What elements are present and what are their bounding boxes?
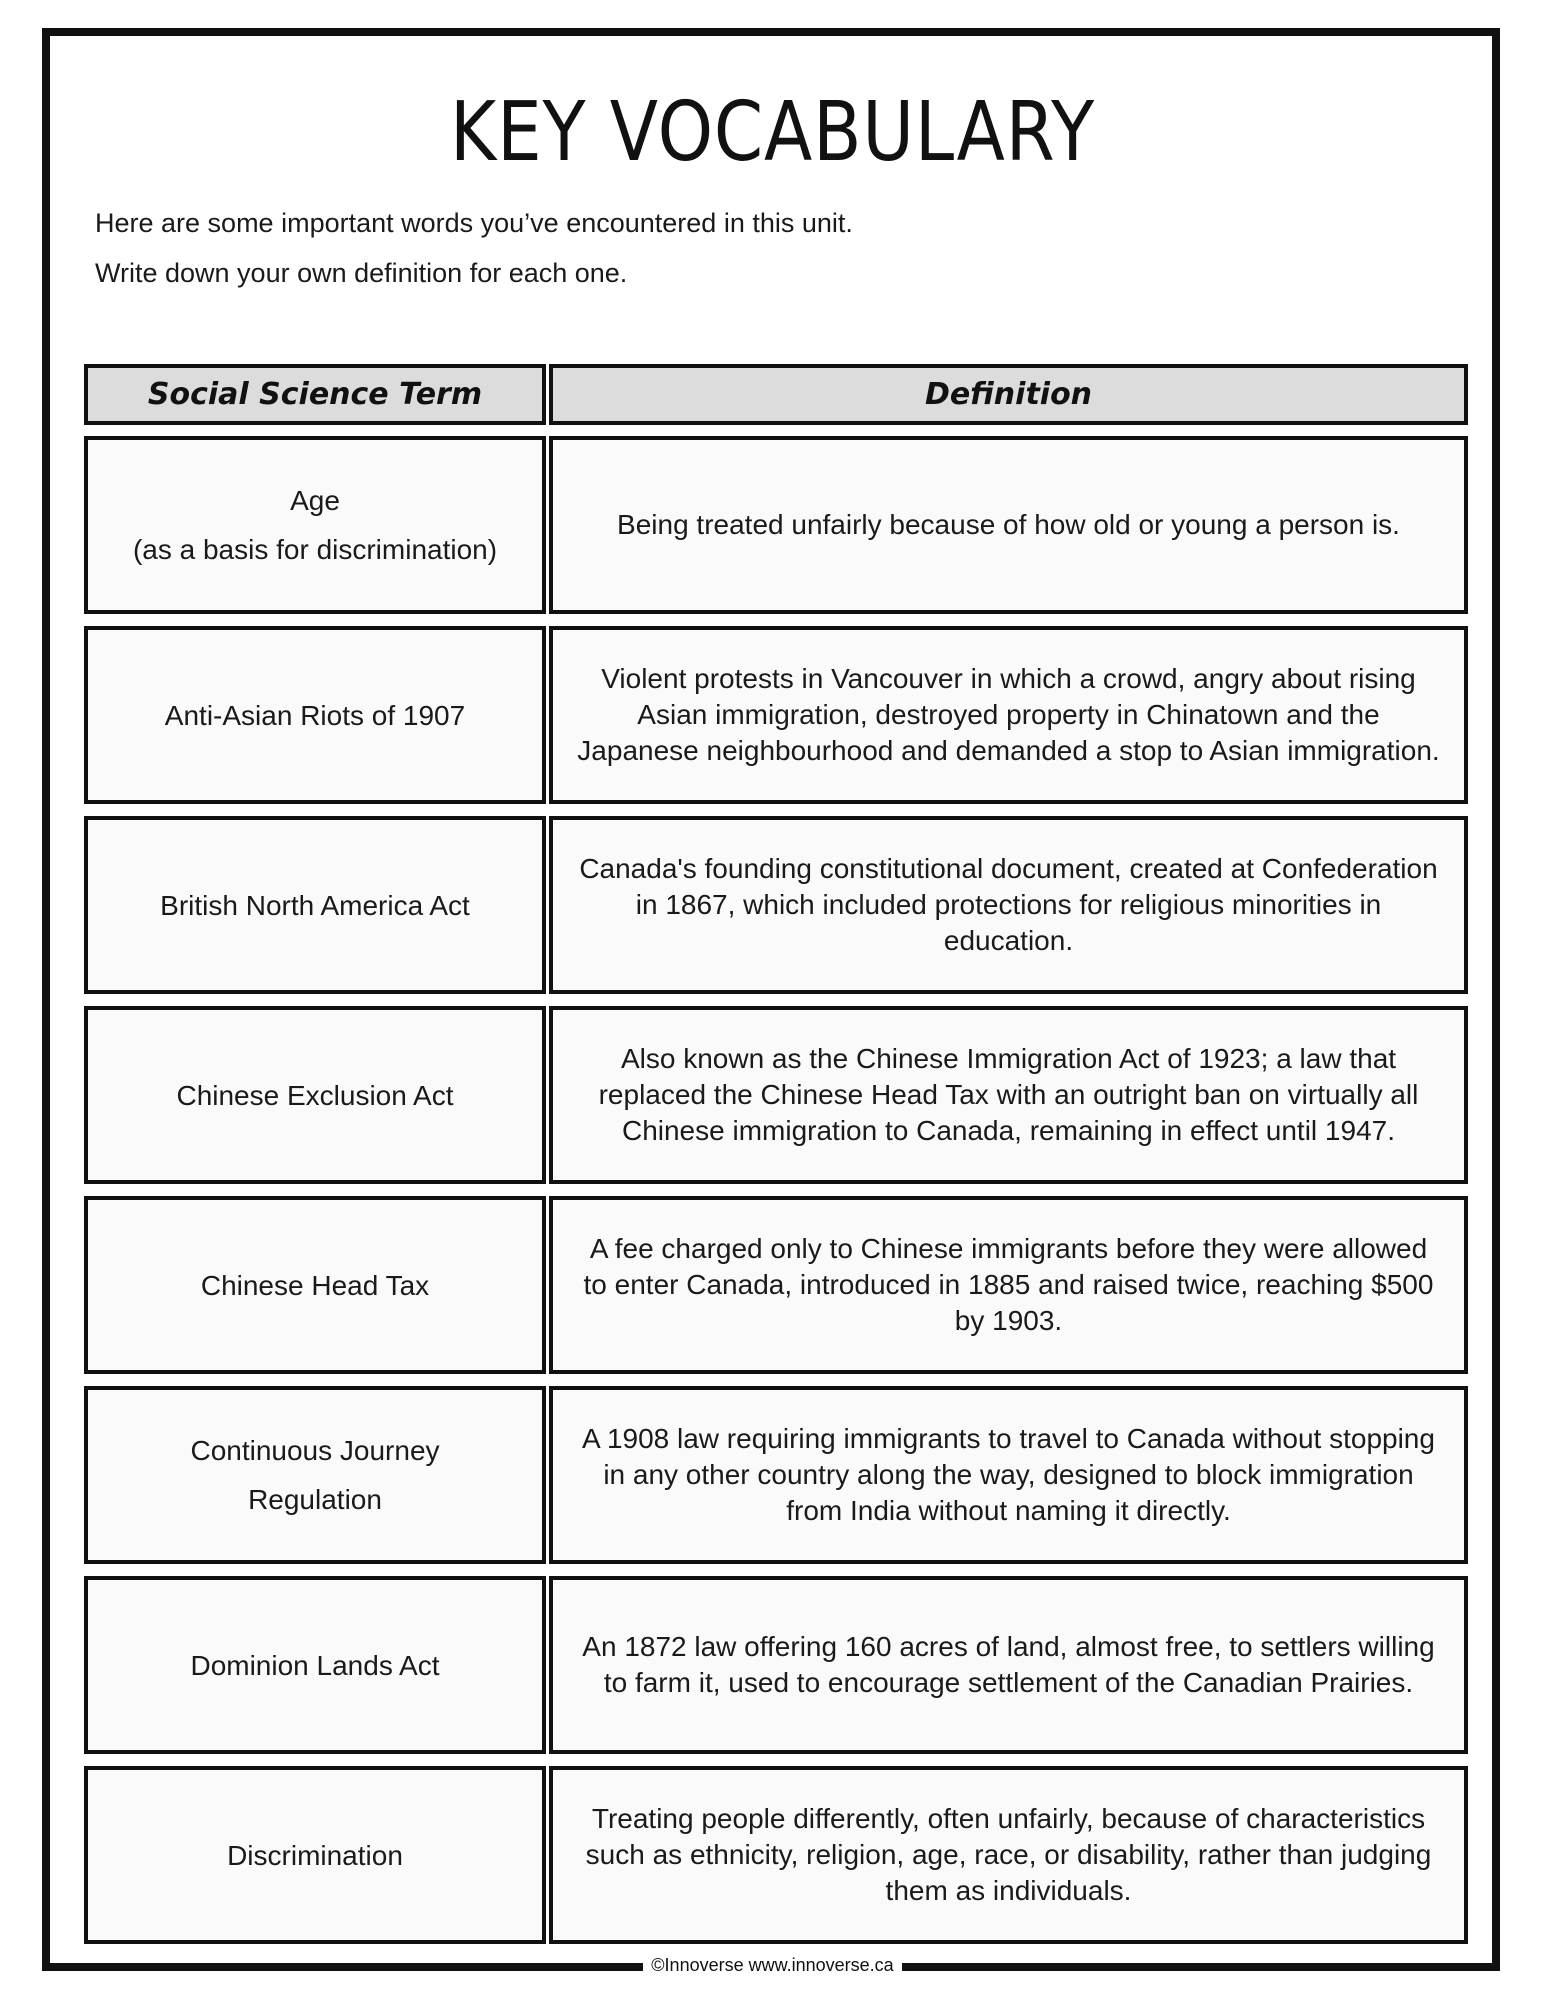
header-term-label: Social Science Term	[147, 377, 483, 412]
definition-text: A fee charged only to Chinese immigrants before they were allowed to enter Canada, introduced in 1885 and raised twice, reaching $500 by 1903.	[583, 1233, 1434, 1336]
definition-text: Treating people differently, often unfairly, because of characteristics such as ethnicity, religion, age, race, or disability, rather than judging them as individuals.	[585, 1803, 1432, 1906]
term-text: Chinese Exclusion Act	[176, 1079, 454, 1111]
definition-text: An 1872 law offering 160 acres of land, almost free, to settlers willing to farm it, used to encourage settlement of the Canadian Prairies.	[582, 1631, 1435, 1698]
footer-credit	[0, 1955, 1545, 1976]
term-text: Dominion Lands Act	[190, 1649, 440, 1681]
header-term	[84, 364, 546, 425]
term-text: Age (as a basis for discrimination)	[132, 485, 498, 565]
page-title: KEY VOCABULARY	[449, 85, 1096, 180]
definition-text: Violent protests in Vancouver in which a crowd, angry about rising Asian immigration, destroyed property in Chinatown and the Japanese neighbourhood and demanded a stop to Asian immigration.	[577, 663, 1440, 766]
term-text: Anti-Asian Riots of 1907	[164, 699, 466, 731]
term-cell	[84, 1576, 546, 1754]
term-cell	[84, 1766, 546, 1944]
definition-cell[interactable]	[549, 1196, 1468, 1374]
header-definition-label: Definition	[924, 377, 1093, 412]
definition-cell[interactable]	[549, 626, 1468, 804]
definition-text: Being treated unfairly because of how old or young a person is.	[617, 509, 1400, 540]
term-text: British North America Act	[160, 889, 470, 921]
definition-text: Also known as the Chinese Immigration Act of 1923; a law that replaced the Chinese Head Tax with an outright ban on virtually all Chinese immigration to Canada, remaining in effect until 1947.	[598, 1043, 1419, 1146]
term-cell	[84, 436, 546, 614]
term-cell	[84, 626, 546, 804]
definition-cell[interactable]	[549, 1006, 1468, 1184]
definition-cell[interactable]	[549, 1576, 1468, 1754]
intro-line-2: Write down your own definition for each one.	[95, 258, 628, 288]
footer-text: ©Innoverse www.innoverse.ca	[643, 1955, 901, 1975]
definition-cell[interactable]	[549, 816, 1468, 994]
definition-text: A 1908 law requiring immigrants to travel to Canada without stopping in any other country along the way, designed to block immigration from India without naming it directly.	[582, 1423, 1435, 1526]
header-definition	[549, 364, 1468, 425]
intro-line-1: Here are some important words you’ve encountered in this unit.	[95, 208, 853, 238]
term-cell	[84, 816, 546, 994]
definition-cell[interactable]	[549, 1766, 1468, 1944]
definition-cell[interactable]	[549, 1386, 1468, 1564]
term-text: Discrimination	[227, 1839, 403, 1871]
definition-text: Canada's founding constitutional document, created at Confederation in 1867, which included protections for religious minorities in education.	[579, 853, 1438, 956]
definition-cell[interactable]	[549, 436, 1468, 614]
term-cell	[84, 1386, 546, 1564]
term-cell	[84, 1006, 546, 1184]
term-text: Continuous Journey Regulation	[190, 1435, 440, 1515]
term-text: Chinese Head Tax	[200, 1269, 430, 1301]
term-cell	[84, 1196, 546, 1374]
